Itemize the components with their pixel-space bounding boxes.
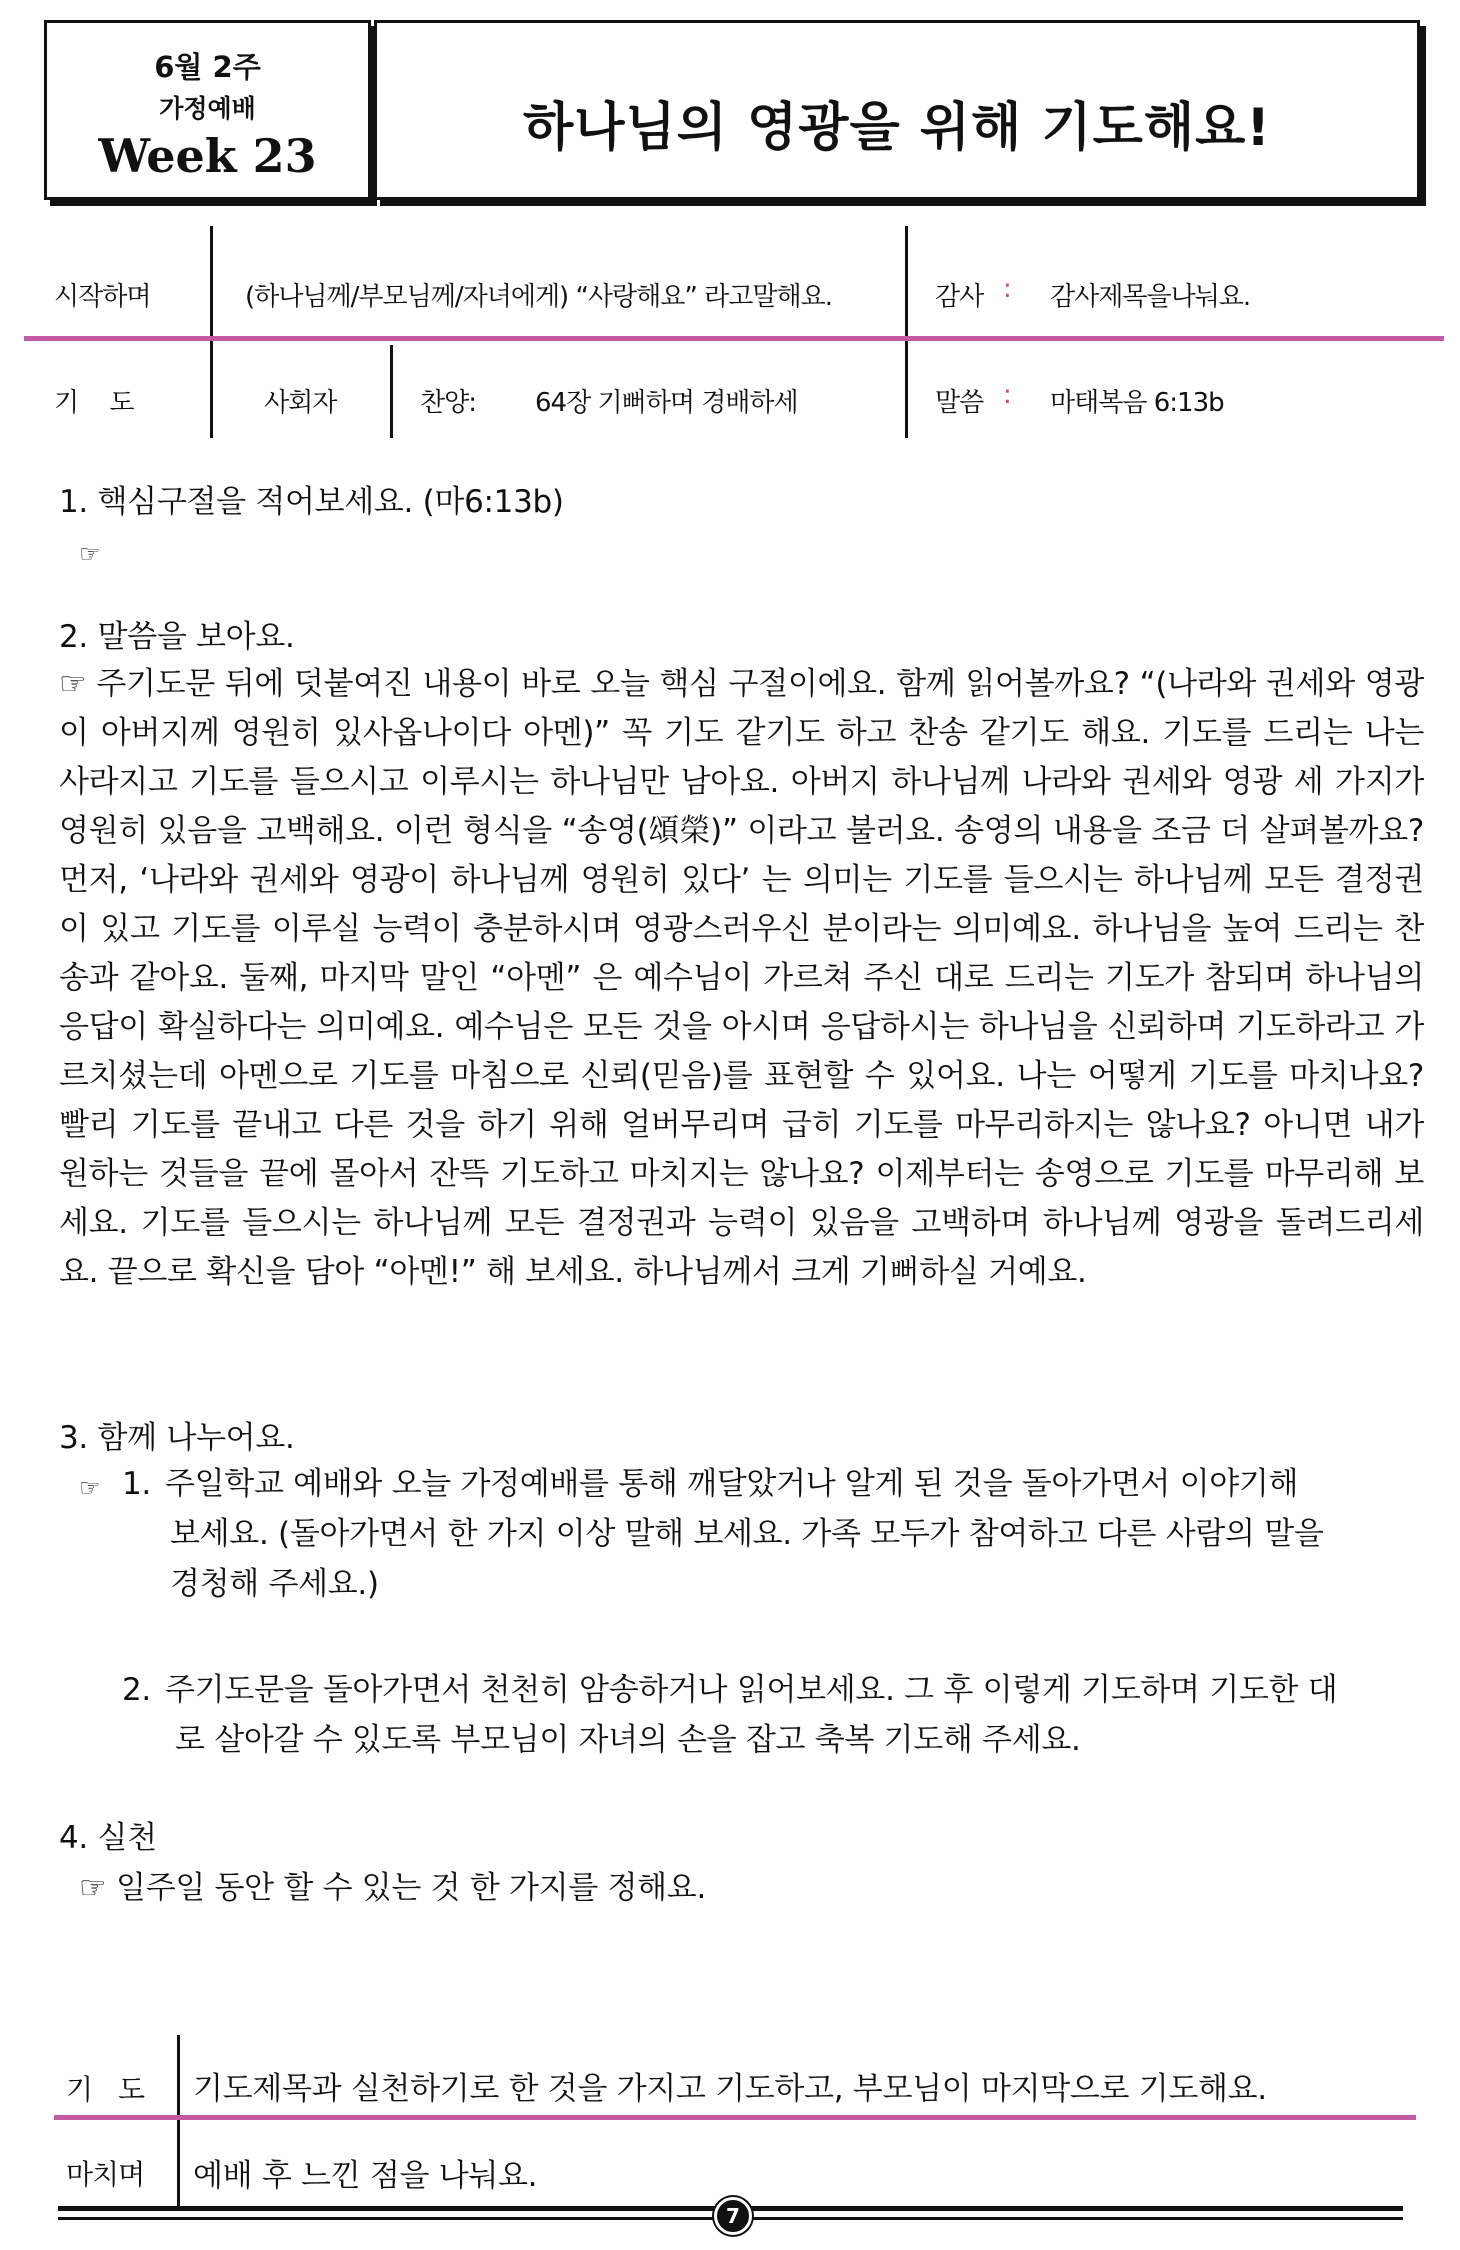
share-item-2-line: 주기도문을 돌아가면서 천천히 암송하거나 읽어보세요. 그 후 이렇게 기도하며 기도한 대 [165,1672,1338,1708]
closing-label: 마치며 [66,2158,145,2191]
hymn-text: 64장 기뻐하며 경배하세 [535,388,798,418]
table-divider [177,2035,180,2210]
word-text: 마태복음 6:13b [1050,388,1224,418]
page-number: 7 [714,2197,752,2235]
start-text: (하나님께/부모님께/자녀에게) “사랑해요” 라고말해요. [245,282,832,312]
share-item-1-line: 경청해 주세요.) [170,1566,379,1602]
table-row-separator [54,2115,1416,2120]
word-label: 말씀 [935,388,984,418]
footer-prayer-text: 기도제목과 실천하기로 한 것을 가지고 기도하고, 부모님이 마지막으로 기도해요. [193,2071,1267,2107]
table-row-separator [24,336,1444,341]
worship-type: 가정예배 [159,94,256,123]
share-item-2-number: 2. [122,1672,151,1708]
section-4-body: ☞ 일주일 동안 할 수 있는 것 한 가지를 정해요. [79,1870,707,1906]
leader-label: 사회자 [264,388,337,418]
footer-prayer-label: 기 도 [66,2073,144,2106]
share-item-1-number: 1. [122,1466,151,1502]
section-3-bullet: ☞ [79,1474,101,1502]
title-box [374,20,1420,200]
thanks-label: 감사 [935,282,984,312]
closing-text: 예배 후 느낀 점을 나눠요. [193,2158,538,2194]
thanks-colon: : [1003,274,1011,304]
section-4-heading: 4. 실천 [59,1820,157,1856]
word-colon: : [1003,380,1011,410]
week-info-box [44,20,371,200]
start-label: 시작하며 [54,282,151,312]
week-date: 6월 2주 [154,50,261,84]
week-number: Week 23 [98,129,317,183]
section-3-heading: 3. 함께 나누어요. [59,1420,295,1456]
table-divider [390,345,393,438]
section-2-body: ☞ 주기도문 뒤에 덧붙여진 내용이 바로 오늘 핵심 구절이에요. 함께 읽어볼까요? “(나라와 권세와 영광이 아버지께 영원히 있사옵나이다 아멘)” 꼭 기도 같기도 하고 찬송 같기도 해요. 기도를 드리는 나는 사라지고 기도를 들으시고 이루시는 하나님만 남아요. 아버지 하나님께 나라와 권세와 영광 세 가지가 영원히 있음을 고백해요. 이런 형식을 “송영(頌榮)” 이라고 불러요. 송영의 내용을 조금 더 살펴볼까요? 먼저, ‘나라와 권세와 영광이 하나님께 영원히 있다’ 는 의미는 기도를 들으시는 하나님께 모든 결정권이 있고 기도를 이루실 능력이 충분하시며 영광스러우신 분이라는 의미예요. 하나님을 높여 드리는 찬송과 같아요. 둘째, 마지막 말인 “아멘” 은 예수님이 가르쳐 주신 대로 드리는 기도가 참되며 하나님의 응답이 확실하다는 의미예요. 예수님은 모든 것을 아시며 응답하시는 하나님을 신뢰하며 기도하라고 가르치셨는데 아멘으로 기도를 마침으로 신뢰(믿음)를 표현할 수 있어요. 나는 어떻게 기도를 마치나요? 빨리 기도를 끝내고 다른 것을 하기 위해 얼버무리며 급히 기도를 마무리하지는 않나요? 아니면 내가 원하는 것들을 끝에 몰아서 잔뜩 기도하고 마치지는 않나요? 이제부터는 송영으로 기도를 마무리해 보세요. 기도를 들으시는 하나님께 모든 결정권과 능력이 있음을 고백하며 하나님께 영광을 돌려드리세요. 끝으로 확신을 담아 “아멘!” 해 보세요. 하나님께서 크게 기뻐하실 거예요. [59,666,1424,1290]
section-1-heading: 1. 핵심구절을 적어보세요. (마6:13b) [59,484,564,520]
table-divider [210,226,213,438]
section-1-bullet: ☞ [79,540,101,568]
table-divider [905,226,908,438]
share-item-1-line: 주일학교 예배와 오늘 가정예배를 통해 깨달았거나 알게 된 것을 돌아가면서 이야기해 [165,1466,1299,1502]
thanks-text: 감사제목을나눠요. [1050,282,1251,312]
section-2-heading: 2. 말씀을 보아요. [59,619,295,655]
share-item-1-line: 보세요. (돌아가면서 한 가지 이상 말해 보세요. 가족 모두가 참여하고 다른 사람의 말을 [170,1516,1324,1552]
prayer-label: 기 도 [54,388,134,418]
share-item-2-line: 로 살아갈 수 있도록 부모님이 자녀의 손을 잡고 축복 기도해 주세요. [175,1722,1081,1758]
hymn-label: 찬양: [420,388,476,418]
page-title: 하나님의 영광을 위해 기도해요! [522,98,1272,158]
